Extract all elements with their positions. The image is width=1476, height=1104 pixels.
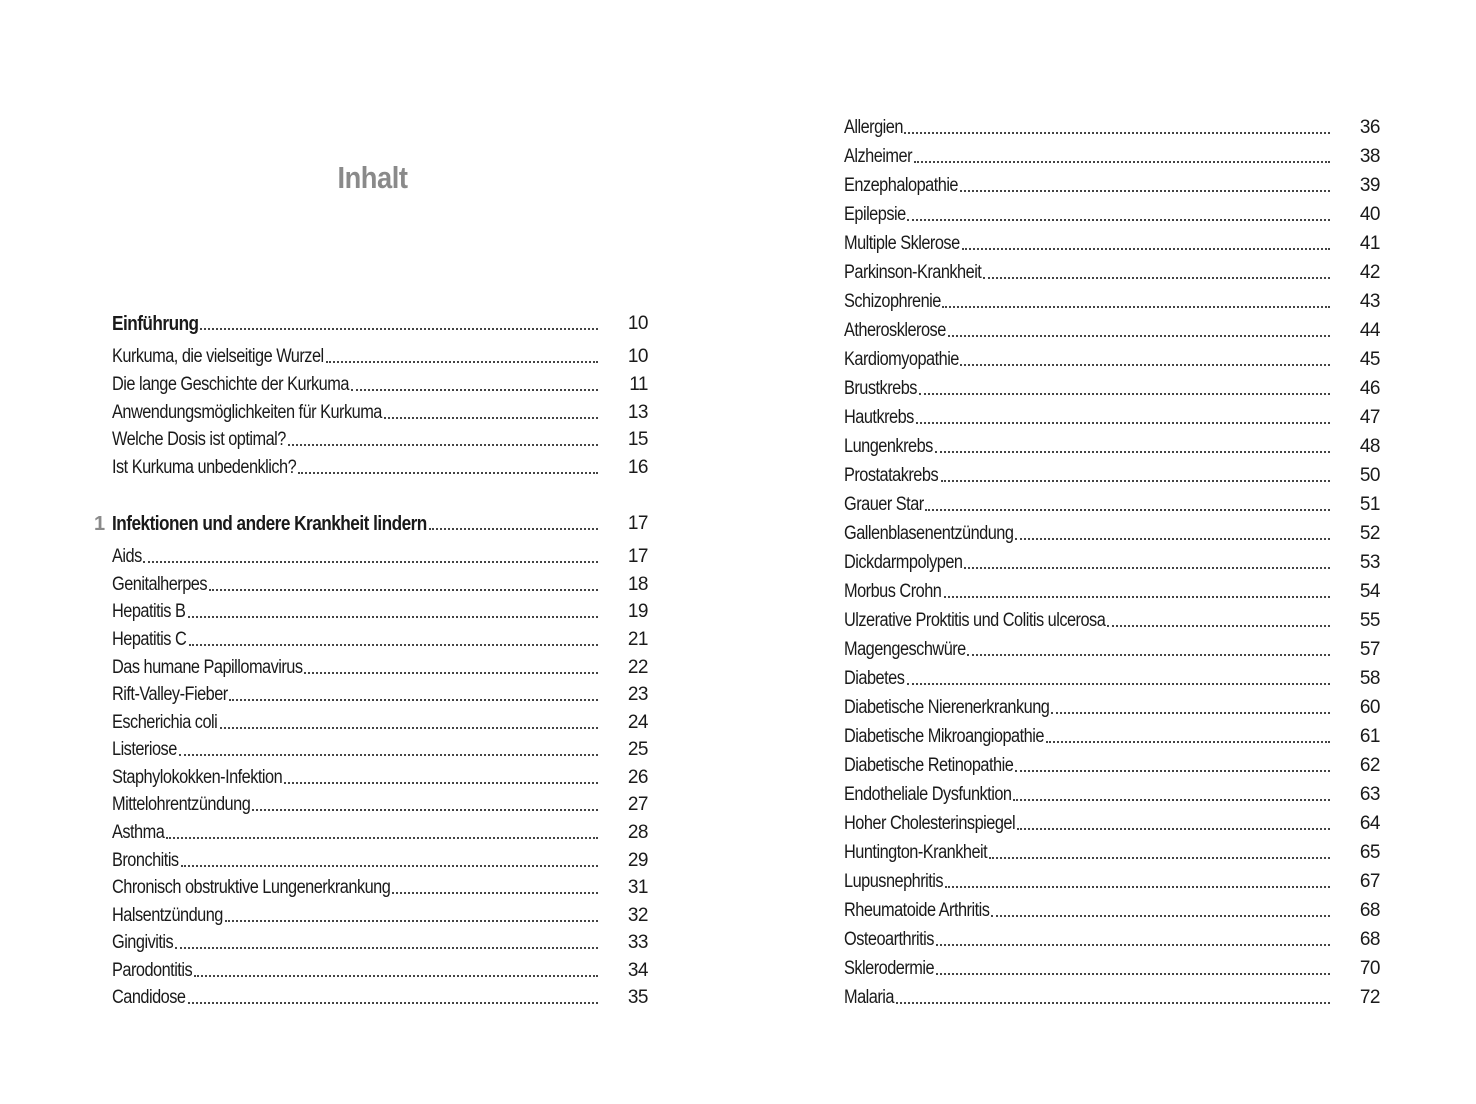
toc-entry-label: Ulzerative Proktitis und Colitis ulcerosa	[844, 610, 1106, 631]
dot-leader	[896, 1002, 1330, 1004]
toc-entry-label: Rift-Valley-Fieber	[112, 684, 228, 705]
toc-entry[interactable]	[844, 957, 1380, 981]
dot-leader	[960, 364, 1330, 366]
toc-entry-label: Die lange Geschichte der Kurkuma	[112, 374, 349, 395]
dot-leader	[220, 727, 598, 729]
toc-entry-label: Schizophrenie	[844, 291, 941, 312]
toc-entry-label: Anwendungsmöglichkeiten für Kurkuma	[112, 402, 382, 423]
toc-page-number: 48	[1359, 436, 1380, 457]
toc-heading[interactable]	[94, 512, 648, 536]
toc-entry[interactable]	[112, 738, 648, 762]
toc-page-number: 40	[1359, 204, 1380, 225]
toc-entry[interactable]	[844, 638, 1380, 662]
toc-entry[interactable]	[844, 841, 1380, 865]
toc-entry[interactable]	[112, 683, 648, 707]
dot-leader	[229, 699, 598, 701]
toc-page-number: 45	[1359, 349, 1380, 370]
toc-entry-label: Rheumatoide Arthritis	[844, 900, 990, 921]
toc-entry-label: Hepatitis B	[112, 601, 186, 622]
dot-leader	[179, 754, 598, 756]
toc-entry[interactable]	[112, 656, 648, 680]
toc-entry[interactable]	[844, 754, 1380, 778]
dot-leader	[181, 865, 598, 867]
toc-page-number: 19	[627, 601, 648, 622]
page-title: Inhalt	[337, 160, 408, 195]
toc-entry[interactable]	[844, 522, 1380, 546]
toc-page-number: 61	[1359, 726, 1380, 747]
toc-entry-label: Gallenblasenentzündung	[844, 523, 1014, 544]
toc-page-number: 68	[1359, 900, 1380, 921]
toc-entry-label: Lupusnephritis	[844, 871, 944, 892]
toc-entry[interactable]	[112, 628, 648, 652]
dot-leader	[1051, 712, 1330, 714]
toc-entry[interactable]	[112, 849, 648, 873]
toc-entry[interactable]	[112, 793, 648, 817]
chapter-number: 1	[94, 513, 106, 535]
toc-entry[interactable]	[112, 931, 648, 955]
toc-entry[interactable]	[844, 899, 1380, 923]
toc-entry-label: Diabetische Mikroangiopathie	[844, 726, 1044, 747]
toc-page-number: 70	[1359, 958, 1380, 979]
toc-entry-label: Ist Kurkuma unbedenklich?	[112, 457, 297, 478]
dot-leader	[209, 589, 598, 591]
toc-entry-label: Diabetische Retinopathie	[844, 755, 1014, 776]
dot-leader	[964, 567, 1330, 569]
toc-entry-label: Osteoarthritis	[844, 929, 934, 950]
toc-entry-label: Gingivitis	[112, 932, 174, 953]
dot-leader	[916, 422, 1330, 424]
dot-leader	[945, 886, 1330, 888]
dot-leader	[1015, 538, 1330, 540]
toc-page-number: 62	[1359, 755, 1380, 776]
toc-page-number: 52	[1359, 523, 1380, 544]
toc-page-number: 68	[1359, 929, 1380, 950]
dot-leader	[935, 451, 1330, 453]
toc-page-number: 10	[627, 346, 648, 367]
toc-page-number: 39	[1359, 175, 1380, 196]
dot-leader	[166, 837, 598, 839]
toc-entry-label: Kurkuma, die vielseitige Wurzel	[112, 346, 324, 367]
toc-entry-label: Dickdarmpolypen	[844, 552, 963, 573]
dot-leader	[298, 472, 598, 474]
toc-entry[interactable]	[112, 401, 648, 425]
toc-entry-label: Staphylokokken-Infektion	[112, 767, 283, 788]
dot-leader	[962, 248, 1330, 250]
toc-entry[interactable]	[844, 348, 1380, 372]
toc-entry-label: Prostatakrebs	[844, 465, 939, 486]
toc-page-number: 44	[1359, 320, 1380, 341]
dot-leader	[304, 672, 598, 674]
toc-page-number: 11	[629, 374, 648, 395]
toc-page-number: 41	[1359, 233, 1380, 254]
dot-leader	[194, 975, 598, 977]
toc-entry-label: Alzheimer	[844, 146, 913, 167]
toc-entry-label: Chronisch obstruktive Lungenerkrankung	[112, 877, 391, 898]
toc-page-number: 43	[1359, 291, 1380, 312]
toc-entry-label: Asthma	[112, 822, 165, 843]
toc-page-number: 15	[627, 429, 648, 450]
dot-leader	[200, 328, 598, 330]
toc-entry-label: Hepatitis C	[112, 629, 187, 650]
dot-leader	[284, 782, 598, 784]
toc-page-number: 36	[1359, 117, 1380, 138]
toc-page-number: 25	[627, 739, 648, 760]
toc-page-number: 34	[627, 960, 648, 981]
toc-entry-label: Escherichia coli	[112, 712, 218, 733]
toc-entry[interactable]	[112, 345, 648, 369]
toc-heading[interactable]	[112, 312, 648, 336]
toc-entry[interactable]	[844, 464, 1380, 488]
toc-page-number: 13	[627, 402, 648, 423]
toc-entry[interactable]	[844, 203, 1380, 227]
dot-leader	[919, 393, 1330, 395]
toc-entry-label: Infektionen und andere Krankheit lindern	[112, 513, 427, 535]
toc-entry-label: Hoher Cholesterinspiegel	[844, 813, 1016, 834]
toc-entry[interactable]	[844, 174, 1380, 198]
toc-page-number: 24	[627, 712, 648, 733]
dot-leader	[991, 915, 1330, 917]
dot-leader	[175, 947, 598, 949]
toc-entry[interactable]	[844, 145, 1380, 169]
toc-entry-label: Endotheliale Dysfunktion	[844, 784, 1012, 805]
dot-leader	[1046, 741, 1330, 743]
dot-leader	[944, 596, 1330, 598]
toc-page-number: 55	[1359, 610, 1380, 631]
toc-entry[interactable]	[112, 876, 648, 900]
toc-entry-label: Multiple Sklerose	[844, 233, 960, 254]
toc-entry-label: Sklerodermie	[844, 958, 935, 979]
dot-leader	[252, 809, 598, 811]
toc-entry[interactable]	[112, 373, 648, 397]
toc-entry-label: Malaria	[844, 987, 894, 1008]
toc-entry[interactable]	[844, 116, 1380, 140]
toc-page-number: 27	[627, 794, 648, 815]
toc-entry[interactable]	[844, 319, 1380, 343]
toc-entry[interactable]	[844, 870, 1380, 894]
toc-entry-label: Welche Dosis ist optimal?	[112, 429, 286, 450]
toc-entry[interactable]	[112, 600, 648, 624]
toc-page-number: 31	[627, 877, 648, 898]
toc-entry[interactable]	[112, 711, 648, 735]
toc-entry[interactable]	[112, 428, 648, 452]
dot-leader	[188, 616, 598, 618]
dot-leader	[948, 335, 1330, 337]
toc-entry-label: Epilepsie	[844, 204, 906, 225]
dot-leader	[384, 417, 598, 419]
dot-leader	[288, 444, 598, 446]
toc-page-number: 29	[627, 850, 648, 871]
toc-entry[interactable]	[844, 406, 1380, 430]
toc-page-number: 47	[1359, 407, 1380, 428]
dot-leader	[942, 306, 1330, 308]
dot-leader	[914, 161, 1330, 163]
toc-entry[interactable]	[844, 783, 1380, 807]
toc-page-number: 53	[1359, 552, 1380, 573]
toc-page-number: 64	[1359, 813, 1380, 834]
toc-page-number: 22	[627, 657, 648, 678]
toc-entry-label: Kardiomyopathie	[844, 349, 959, 370]
dot-leader	[907, 683, 1330, 685]
dot-leader	[1107, 625, 1330, 627]
toc-entry[interactable]	[112, 573, 648, 597]
toc-entry-label: Diabetische Nierenerkrankung	[844, 697, 1050, 718]
toc-page-number: 18	[627, 574, 648, 595]
dot-leader	[326, 361, 598, 363]
toc-page-number: 28	[627, 822, 648, 843]
toc-entry-label: Das humane Papillomavirus	[112, 657, 303, 678]
toc-entry[interactable]	[844, 725, 1380, 749]
dot-leader	[925, 509, 1330, 511]
dot-leader	[392, 892, 598, 894]
toc-page-number: 60	[1359, 697, 1380, 718]
dot-leader	[983, 277, 1330, 279]
toc-entry-label: Parodontitis	[112, 960, 193, 981]
toc-page-number: 10	[627, 313, 648, 334]
toc-entry-label: Enzephalopathie	[844, 175, 959, 196]
toc-entry-label: Einführung	[112, 313, 199, 335]
toc-entry[interactable]	[844, 435, 1380, 459]
toc-page-number: 17	[627, 546, 648, 567]
toc-entry[interactable]	[112, 821, 648, 845]
toc-entry[interactable]	[844, 551, 1380, 575]
toc-entry-label: Allergien	[844, 117, 903, 138]
toc-entry-label: Parkinson-Krankheit	[844, 262, 982, 283]
toc-page-number: 57	[1359, 639, 1380, 660]
toc-page-number: 58	[1359, 668, 1380, 689]
toc-entry[interactable]	[844, 290, 1380, 314]
toc-entry-label: Hautkrebs	[844, 407, 914, 428]
toc-entry[interactable]	[844, 667, 1380, 691]
toc-page-number: 63	[1359, 784, 1380, 805]
dot-leader	[904, 132, 1330, 134]
toc-page-number: 32	[627, 905, 648, 926]
toc-entry[interactable]	[844, 928, 1380, 952]
toc-entry[interactable]	[112, 986, 648, 1010]
toc-entry-label: Genitalherpes	[112, 574, 208, 595]
toc-entry-label: Halsentzündung	[112, 905, 223, 926]
toc-entry-label: Huntington-Krankheit	[844, 842, 988, 863]
toc-entry[interactable]	[844, 232, 1380, 256]
toc-entry[interactable]	[112, 545, 648, 569]
toc-entry-label: Morbus Crohn	[844, 581, 942, 602]
toc-entry[interactable]	[844, 812, 1380, 836]
toc-page-number: 72	[1359, 987, 1380, 1008]
toc-entry-label: Listeriose	[112, 739, 177, 760]
toc-entry-label: Candidose	[112, 987, 186, 1008]
dot-leader	[936, 973, 1330, 975]
toc-page-number: 26	[627, 767, 648, 788]
dot-leader	[960, 190, 1330, 192]
toc-page-number: 38	[1359, 146, 1380, 167]
toc-entry[interactable]	[112, 456, 648, 480]
toc-page-number: 33	[627, 932, 648, 953]
toc-entry-label: Atherosklerose	[844, 320, 946, 341]
toc-entry[interactable]	[844, 986, 1380, 1010]
dot-leader	[941, 480, 1330, 482]
toc-page-number: 16	[627, 457, 648, 478]
toc-page-number: 46	[1359, 378, 1380, 399]
dot-leader	[225, 920, 598, 922]
toc-entry[interactable]	[844, 377, 1380, 401]
toc-entry-label: Magengeschwüre	[844, 639, 966, 660]
toc-entry-label: Lungenkrebs	[844, 436, 933, 457]
toc-entry[interactable]	[112, 904, 648, 928]
toc-entry[interactable]	[112, 766, 648, 790]
dot-leader	[936, 944, 1330, 946]
dot-leader	[967, 654, 1330, 656]
dot-leader	[907, 219, 1330, 221]
toc-page-number: 51	[1359, 494, 1380, 515]
toc-entry-label: Mittelohrentzündung	[112, 794, 251, 815]
toc-page-number: 42	[1359, 262, 1380, 283]
toc-entry-label: Diabetes	[844, 668, 905, 689]
toc-entry-label: Brustkrebs	[844, 378, 917, 399]
toc-entry-label: Aids	[112, 546, 142, 567]
toc-page-number: 67	[1359, 871, 1380, 892]
toc-entry[interactable]	[844, 696, 1380, 720]
dot-leader	[351, 389, 598, 391]
dot-leader	[429, 528, 598, 530]
toc-entry[interactable]	[844, 261, 1380, 285]
dot-leader	[189, 644, 598, 646]
dot-leader	[1013, 799, 1330, 801]
dot-leader	[1015, 770, 1330, 772]
toc-page-number: 23	[627, 684, 648, 705]
dot-leader	[1017, 828, 1330, 830]
toc-page-number: 50	[1359, 465, 1380, 486]
toc-entry[interactable]	[844, 493, 1380, 517]
toc-page-number: 54	[1359, 581, 1380, 602]
dot-leader	[143, 561, 598, 563]
toc-page-number: 17	[627, 513, 648, 534]
dot-leader	[989, 857, 1330, 859]
toc-entry[interactable]	[844, 609, 1380, 633]
toc-page-number: 65	[1359, 842, 1380, 863]
toc-entry-label: Bronchitis	[112, 850, 179, 871]
toc-page-number: 21	[627, 629, 648, 650]
toc-entry[interactable]	[112, 959, 648, 983]
toc-entry[interactable]	[844, 580, 1380, 604]
toc-entry-label: Grauer Star	[844, 494, 924, 515]
dot-leader	[188, 1002, 598, 1004]
toc-page-number: 35	[627, 987, 648, 1008]
